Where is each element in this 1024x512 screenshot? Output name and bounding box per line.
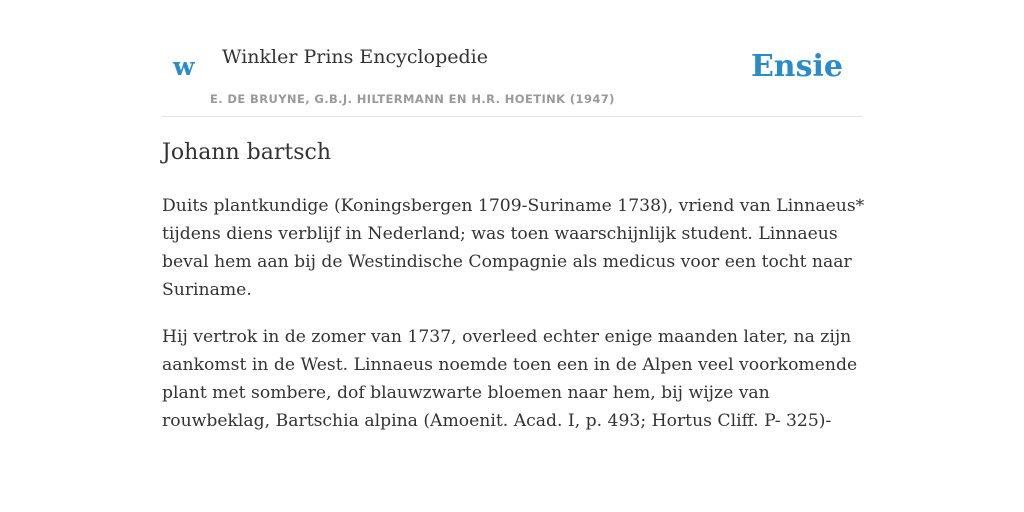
page <box>162 0 865 431</box>
header <box>162 0 862 117</box>
book-title: Winkler Prins Encyclopedie <box>222 46 488 68</box>
ensie-logo-link[interactable]: Ensie <box>750 49 843 84</box>
article-title: Johann bartsch <box>162 140 332 165</box>
book-authors: E. DE BRUYNE, G.B.J. HILTERMANN EN H.R. HOETINK (1947) <box>210 92 615 106</box>
article-body <box>162 192 868 454</box>
winkler-prins-logo: w <box>173 52 195 81</box>
article-paragraph: Duits plantkundige (Koningsbergen 1709-Suriname 1738), vriend van Linnaeus* tijdens diens verblijf in Nederland; was toen waarschijnlijk student. Linnaeus beval hem aan bij de Westindische Compagnie als medicus voor een tocht naar Suriname. <box>162 196 865 300</box>
article-paragraph: Hij vertrok in de zomer van 1737, overleed echter enige maanden later, na zijn aankomst in de West. Linnaeus noemde toen een in de Alpen veel voorkomende plant met sombere, dof blauwzwarte bloemen naar hem, bij wijze van rouwbeklag, Bartschia alpina (Amoenit. Acad. I, p. 493; Hortus Cliff. P- 325)- <box>162 327 858 431</box>
